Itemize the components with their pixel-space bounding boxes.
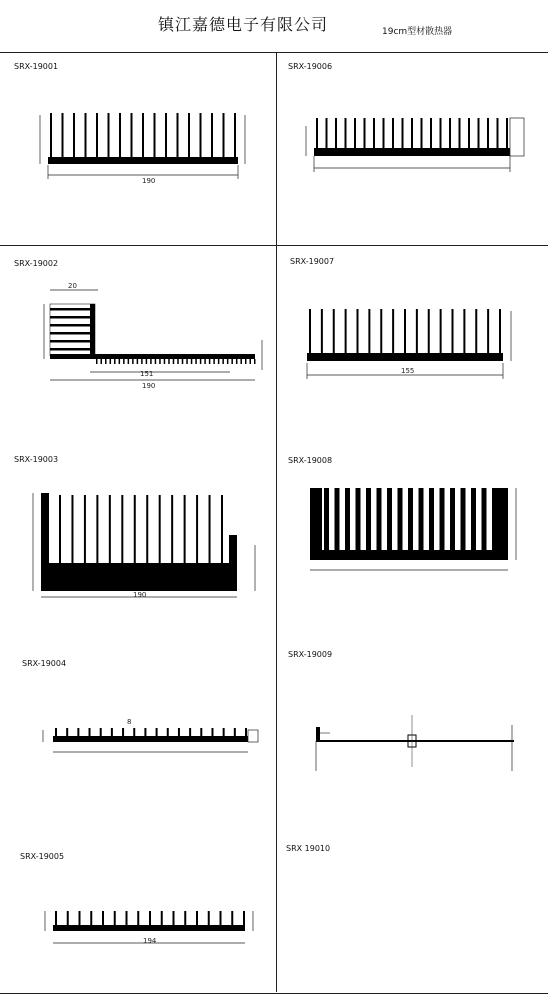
fin xyxy=(156,728,158,737)
fin xyxy=(220,911,222,926)
fin xyxy=(50,332,92,335)
row-divider xyxy=(276,245,548,246)
fin xyxy=(345,309,347,354)
fin xyxy=(440,488,445,552)
fin xyxy=(137,359,139,364)
fin xyxy=(188,113,190,158)
fin xyxy=(77,728,79,737)
fin xyxy=(421,118,423,149)
fin xyxy=(392,309,394,354)
fin xyxy=(380,309,382,354)
fin xyxy=(168,359,170,364)
fin xyxy=(471,488,476,552)
fin xyxy=(167,728,169,737)
fin xyxy=(254,359,256,364)
fin xyxy=(345,118,347,149)
fin xyxy=(236,359,238,364)
fin xyxy=(101,359,103,364)
fin xyxy=(121,495,123,564)
fin xyxy=(366,488,371,552)
fin xyxy=(333,309,335,354)
fin xyxy=(159,495,161,564)
fin xyxy=(79,911,81,926)
fin xyxy=(499,309,501,354)
fin xyxy=(146,359,148,364)
fin xyxy=(387,488,392,552)
fin xyxy=(345,488,350,552)
profile-code: SRX-19005 xyxy=(20,852,65,861)
fin xyxy=(316,118,318,149)
svg-text:190: 190 xyxy=(133,591,147,599)
fin xyxy=(90,911,92,926)
company-name: 镇江嘉德电子有限公司 xyxy=(157,15,328,34)
fin xyxy=(218,359,220,364)
fin xyxy=(96,359,98,364)
fin xyxy=(487,118,489,149)
fin xyxy=(497,118,499,149)
fin xyxy=(506,118,508,149)
fin xyxy=(132,359,134,364)
fin xyxy=(189,728,191,737)
fin xyxy=(398,488,403,552)
fin xyxy=(150,359,152,364)
fin xyxy=(173,911,175,926)
fin xyxy=(73,113,75,158)
heatsink-profile-19001 xyxy=(30,105,260,185)
fin xyxy=(377,488,382,552)
fin xyxy=(487,309,489,354)
fin xyxy=(416,309,418,354)
profile-code: SRX-19007 xyxy=(290,257,335,266)
fin xyxy=(234,728,236,737)
fin xyxy=(450,488,455,552)
heatsink-profile-19009 xyxy=(300,705,530,775)
fin xyxy=(55,728,57,737)
fin xyxy=(119,113,121,158)
fin xyxy=(71,495,73,564)
svg-text:190: 190 xyxy=(142,382,156,390)
fin xyxy=(66,728,68,737)
heatsink-profile-19005 xyxy=(35,905,265,950)
fin xyxy=(335,118,337,149)
fin xyxy=(321,309,323,354)
fin xyxy=(459,118,461,149)
profile-code: SRX-19006 xyxy=(288,62,333,71)
fin xyxy=(383,118,385,149)
fin xyxy=(404,309,406,354)
fin xyxy=(165,113,167,158)
fin xyxy=(123,359,125,364)
fin xyxy=(324,488,329,552)
fin xyxy=(96,113,98,158)
fin xyxy=(449,118,451,149)
fin xyxy=(108,113,110,158)
fin xyxy=(159,359,161,364)
fin xyxy=(122,728,124,737)
fin xyxy=(196,911,198,926)
fin xyxy=(195,359,197,364)
base-plate xyxy=(314,148,510,156)
heatsink-profile-19008 xyxy=(300,478,530,588)
fin xyxy=(463,309,465,354)
fin xyxy=(211,113,213,158)
fin xyxy=(452,309,454,354)
fin xyxy=(184,495,186,564)
profile-code: SRX-19001 xyxy=(14,62,59,71)
fin xyxy=(119,359,121,364)
fin xyxy=(50,324,92,327)
fin xyxy=(482,488,487,552)
fin xyxy=(200,359,202,364)
fin xyxy=(429,488,434,552)
heatsink-profile-19004 xyxy=(35,710,265,760)
fin xyxy=(223,113,225,158)
fin xyxy=(191,359,193,364)
fin xyxy=(357,309,359,354)
fin xyxy=(55,911,57,926)
fin xyxy=(177,359,179,364)
fin xyxy=(142,113,144,158)
base-plate xyxy=(310,550,508,560)
fin xyxy=(430,118,432,149)
fin xyxy=(478,118,480,149)
fin xyxy=(440,309,442,354)
fin xyxy=(131,113,133,158)
fin xyxy=(208,911,210,926)
fin xyxy=(146,495,148,564)
fin xyxy=(335,488,340,552)
fin xyxy=(50,113,52,158)
fin xyxy=(196,495,198,564)
fin xyxy=(392,118,394,149)
fin xyxy=(50,316,92,319)
row-divider xyxy=(0,245,276,246)
fin xyxy=(419,488,424,552)
heatsink-profile-19007 xyxy=(295,305,525,385)
fin xyxy=(50,308,92,311)
base-plate xyxy=(53,736,248,742)
fin xyxy=(200,728,202,737)
fin xyxy=(50,348,92,351)
fin xyxy=(231,911,233,926)
fin xyxy=(144,728,146,737)
fin xyxy=(354,118,356,149)
fin xyxy=(209,359,211,364)
fin xyxy=(209,495,211,564)
profile-code: SRX-19003 xyxy=(14,455,59,464)
fin xyxy=(171,495,173,564)
fin xyxy=(492,488,497,552)
fin xyxy=(102,911,104,926)
fin xyxy=(461,488,466,552)
base-plate xyxy=(48,157,238,164)
fin xyxy=(50,340,92,343)
fin xyxy=(114,359,116,364)
base-plate xyxy=(41,563,237,591)
heatsink-profile-19003 xyxy=(25,485,275,600)
fin xyxy=(213,359,215,364)
fin xyxy=(177,113,179,158)
fin xyxy=(89,728,91,737)
dimension-label: 190 xyxy=(142,177,156,185)
fin xyxy=(468,118,470,149)
fin xyxy=(231,359,233,364)
fin xyxy=(105,359,107,364)
svg-text:8: 8 xyxy=(127,718,132,726)
fin xyxy=(149,911,151,926)
base-plate xyxy=(50,354,255,359)
fin xyxy=(326,118,328,149)
fin xyxy=(240,359,242,364)
fin xyxy=(440,118,442,149)
fin xyxy=(110,359,112,364)
fin xyxy=(222,359,224,364)
fin xyxy=(96,495,98,564)
profile-code: SRX-19009 xyxy=(288,650,333,659)
base-plate xyxy=(53,925,245,931)
column-divider xyxy=(276,52,277,992)
fin xyxy=(227,359,229,364)
fin xyxy=(178,728,180,737)
fin xyxy=(234,113,236,158)
fin xyxy=(221,495,223,564)
fin xyxy=(373,118,375,149)
fin xyxy=(161,911,163,926)
fin xyxy=(428,309,430,354)
fin xyxy=(85,113,87,158)
fin xyxy=(364,118,366,149)
fin xyxy=(186,359,188,364)
catalog-subtitle: 19cm型材散热器 xyxy=(382,27,453,37)
profile-code: SRX-19004 xyxy=(22,659,67,668)
profile-code: SRX-19008 xyxy=(288,456,333,465)
fin xyxy=(59,495,61,564)
fin xyxy=(67,911,69,926)
svg-text:155: 155 xyxy=(401,367,415,375)
fin xyxy=(128,359,130,364)
heatsink-profile-19002 xyxy=(30,280,270,400)
fin xyxy=(245,359,247,364)
fin xyxy=(84,495,86,564)
fin xyxy=(155,359,157,364)
base-plate xyxy=(307,353,503,361)
fin xyxy=(204,359,206,364)
heatsink-profile-19006 xyxy=(300,110,530,180)
fin xyxy=(62,113,64,158)
fin xyxy=(211,728,213,737)
profile-code: SRX 19010 xyxy=(286,844,331,853)
fin xyxy=(200,113,202,158)
fin xyxy=(184,911,186,926)
fin xyxy=(309,309,311,354)
profile-code: SRX-19002 xyxy=(14,259,59,268)
fin xyxy=(114,911,116,926)
fin xyxy=(173,359,175,364)
fin xyxy=(182,359,184,364)
fin xyxy=(164,359,166,364)
fin xyxy=(249,359,251,364)
fin xyxy=(475,309,477,354)
fin xyxy=(109,495,111,564)
svg-text:194: 194 xyxy=(143,937,157,945)
svg-text:20: 20 xyxy=(68,282,77,290)
fin xyxy=(243,911,245,926)
fin-group xyxy=(50,113,236,158)
fin xyxy=(368,309,370,354)
fin xyxy=(134,495,136,564)
svg-text:151: 151 xyxy=(140,370,154,378)
fin xyxy=(141,359,143,364)
fin xyxy=(245,728,247,737)
fin xyxy=(133,728,135,737)
fin xyxy=(137,911,139,926)
fin xyxy=(223,728,225,737)
fin xyxy=(408,488,413,552)
fin xyxy=(100,728,102,737)
fin xyxy=(111,728,113,737)
fin xyxy=(126,911,128,926)
fin xyxy=(402,118,404,149)
fin xyxy=(154,113,156,158)
fin xyxy=(356,488,361,552)
fin xyxy=(411,118,413,149)
